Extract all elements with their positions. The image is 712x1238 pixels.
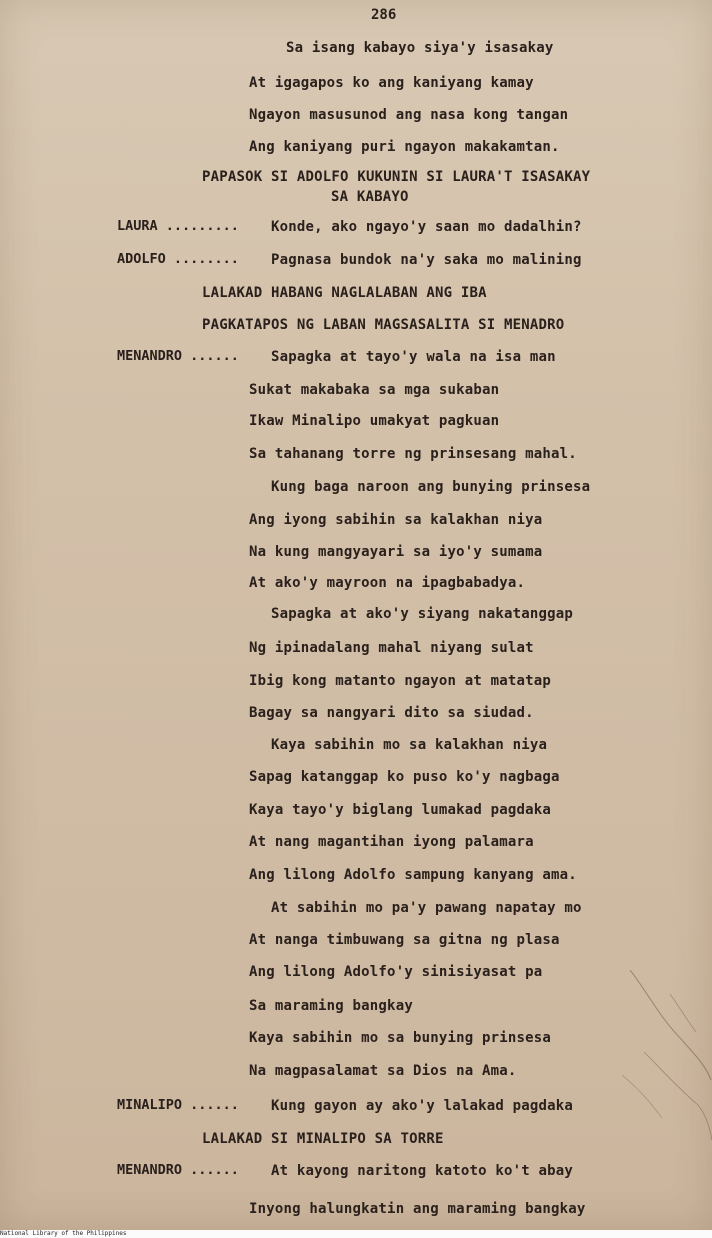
- speaker-menandro-2: MENANDRO ......: [117, 1162, 239, 1178]
- menandro-line-6: Ang iyong sabihin sa kalakhan niya: [249, 512, 543, 528]
- menandro-line-4: Sa tahanang torre ng prinsesang mahal.: [249, 446, 577, 462]
- stage-direction-3: PAGKATAPOS NG LABAN MAGSASALITA SI MENADRO: [202, 317, 565, 333]
- menandro-line-7: Na kung mangyayari sa iyo'y sumama: [249, 544, 543, 560]
- verse-line-2: At igagapos ko ang kaniyang kamay: [249, 75, 534, 91]
- menandro-line-15: Kaya tayo'y biglang lumakad pagdaka: [249, 802, 552, 818]
- menandro-line-19: At nanga timbuwang sa gitna ng plasa: [249, 932, 560, 948]
- dialogue-adolfo: Pagnasa bundok na'y saka mo malining: [271, 252, 582, 268]
- menandro-line-8: At ako'y mayroon na ipagbabadya.: [249, 575, 526, 591]
- speaker-menandro-1: MENANDRO ......: [117, 348, 239, 364]
- dialogue-minalipo: Kung gayon ay ako'y lalakad pagdaka: [271, 1098, 574, 1114]
- footer-credit: National Library of the Philippines: [0, 1230, 712, 1238]
- menandro-line-24: At kayong naritong katoto ko't abay: [271, 1163, 574, 1179]
- menandro-line-14: Sapag katanggap ko puso ko'y nagbaga: [249, 769, 560, 785]
- menandro-line-16: At nang magantihan iyong palamara: [249, 834, 534, 850]
- stage-direction-2: LALAKAD HABANG NAGLALABAN ANG IBA: [202, 285, 487, 301]
- stage-direction-1b: SA KABAYO: [331, 189, 409, 205]
- menandro-line-5: Kung baga naroon ang bunying prinsesa: [271, 479, 591, 495]
- menandro-line-17: Ang lilong Adolfo sampung kanyang ama.: [249, 867, 577, 883]
- menandro-line-9: Sapagka at ako'y siyang nakatanggap: [271, 606, 574, 622]
- menandro-line-1: Sapagka at tayo'y wala na isa man: [271, 349, 556, 365]
- menandro-line-21: Sa maraming bangkay: [249, 998, 413, 1014]
- verse-line-4: Ang kaniyang puri ngayon makakamtan.: [249, 139, 560, 155]
- speaker-adolfo: ADOLFO ........: [117, 251, 239, 267]
- menandro-line-3: Ikaw Minalipo umakyat pagkuan: [249, 413, 500, 429]
- menandro-line-2: Sukat makabaka sa mga sukaban: [249, 382, 500, 398]
- menandro-line-23: Na magpasalamat sa Dios na Ama.: [249, 1063, 517, 1079]
- speaker-minalipo: MINALIPO ......: [117, 1097, 239, 1113]
- menandro-line-20: Ang lilong Adolfo'y sinisiyasat pa: [249, 964, 543, 980]
- menandro-line-18: At sabihin mo pa'y pawang napatay mo: [271, 900, 582, 916]
- stage-direction-4: LALAKAD SI MINALIPO SA TORRE: [202, 1131, 444, 1147]
- menandro-line-13: Kaya sabihin mo sa kalakhan niya: [271, 737, 548, 753]
- menandro-line-22: Kaya sabihin mo sa bunying prinsesa: [249, 1030, 552, 1046]
- verse-line-3: Ngayon masusunod ang nasa kong tangan: [249, 107, 569, 123]
- paper-crease-mark: [622, 970, 712, 1190]
- stage-direction-1a: PAPASOK SI ADOLFO KUKUNIN SI LAURA'T ISASAKAY: [202, 169, 591, 185]
- menandro-line-12: Bagay sa nangyari dito sa siudad.: [249, 705, 534, 721]
- menandro-line-10: Ng ipinadalang mahal niyang sulat: [249, 640, 534, 656]
- speaker-laura: LAURA .........: [117, 218, 239, 234]
- verse-line-1: Sa isang kabayo siya'y isasakay: [286, 40, 554, 56]
- menandro-line-25: Inyong halungkatin ang maraming bangkay: [249, 1201, 586, 1217]
- menandro-line-11: Ibig kong matanto ngayon at matatap: [249, 673, 552, 689]
- dialogue-laura: Konde, ako ngayo'y saan mo dadalhin?: [271, 219, 582, 235]
- page-number: 286: [371, 7, 397, 23]
